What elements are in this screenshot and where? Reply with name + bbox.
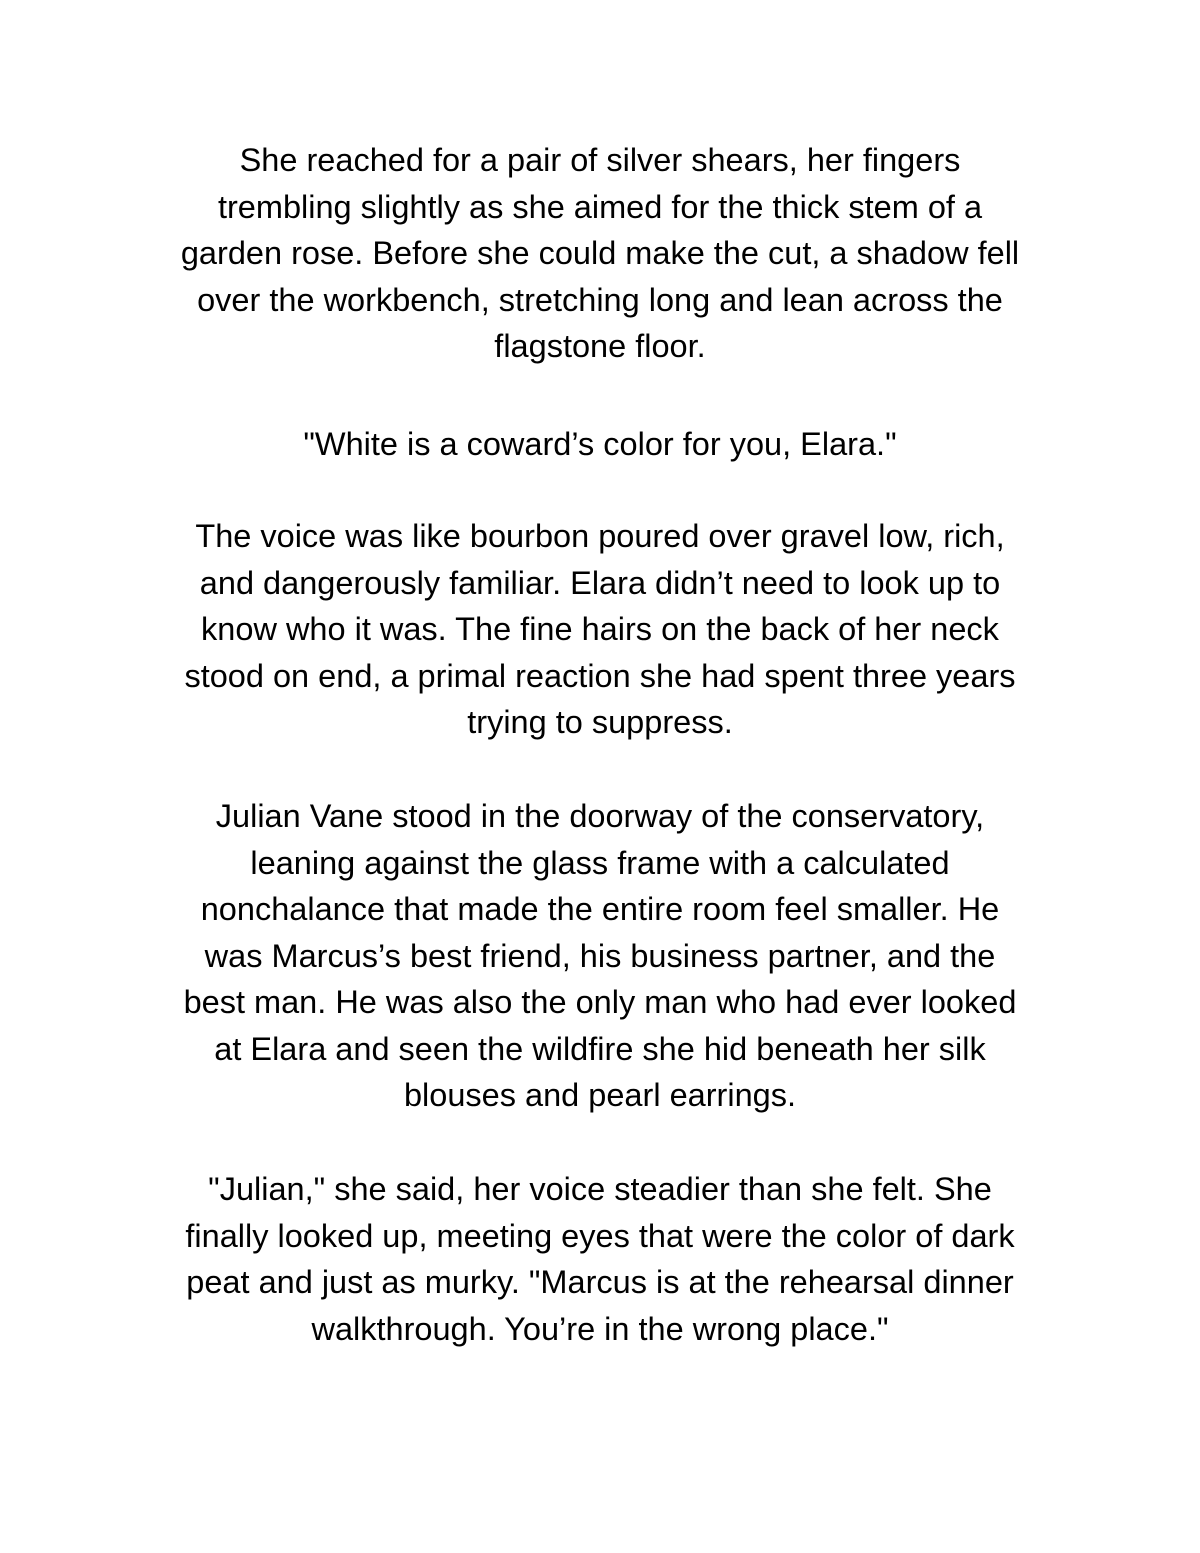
text-line: "White is a coward’s color for you, Elara.": [303, 426, 897, 462]
text-line: flagstone floor.: [494, 328, 706, 364]
text-line: know who it was. The fine hairs on the back of her neck: [201, 611, 999, 647]
text-line: finally looked up, meeting eyes that were the color of dark: [185, 1217, 1015, 1254]
text-line: over the workbench, stretching long and lean across the: [197, 281, 1003, 318]
paragraph-5: [140, 1166, 1060, 1352]
text-line: and dangerously familiar. Elara didn’t need to look up to: [199, 564, 1001, 601]
text-line: blouses and pearl earrings.: [403, 1077, 797, 1113]
text-line: The voice was like bourbon poured over gravel low, rich,: [195, 518, 1005, 554]
paragraph-2: [140, 421, 1060, 468]
text-line: stood on end, a primal reaction she had spent three years: [184, 657, 1016, 694]
paragraph-1: [140, 137, 1060, 370]
text-line: nonchalance that made the entire room feel smaller. He: [200, 891, 1000, 927]
text-line: at Elara and seen the wildfire she hid beneath her silk: [214, 1030, 986, 1067]
paragraph-3: [140, 513, 1060, 746]
text-line: leaning against the glass frame with a calculated: [250, 844, 950, 881]
text-line: trembling slightly as she aimed for the thick stem of a: [217, 188, 983, 225]
text-line: garden rose. Before she could make the cut, a shadow fell: [180, 235, 1020, 271]
text-line: trying to suppress.: [467, 704, 733, 740]
text-line: She reached for a pair of silver shears, her fingers: [239, 142, 961, 178]
text-line: walkthrough. You’re in the wrong place.": [311, 1310, 889, 1347]
text-line: Julian Vane stood in the doorway of the conservatory,: [215, 798, 985, 834]
text-line: "Julian," she said, her voice steadier than she felt. She: [208, 1171, 992, 1207]
text-line: peat and just as murky. "Marcus is at the rehearsal dinner: [186, 1264, 1014, 1300]
text-line: best man. He was also the only man who had ever looked: [183, 984, 1017, 1020]
text-line: was Marcus’s best friend, his business partner, and the: [204, 937, 996, 974]
paragraph-4: [140, 793, 1060, 1119]
